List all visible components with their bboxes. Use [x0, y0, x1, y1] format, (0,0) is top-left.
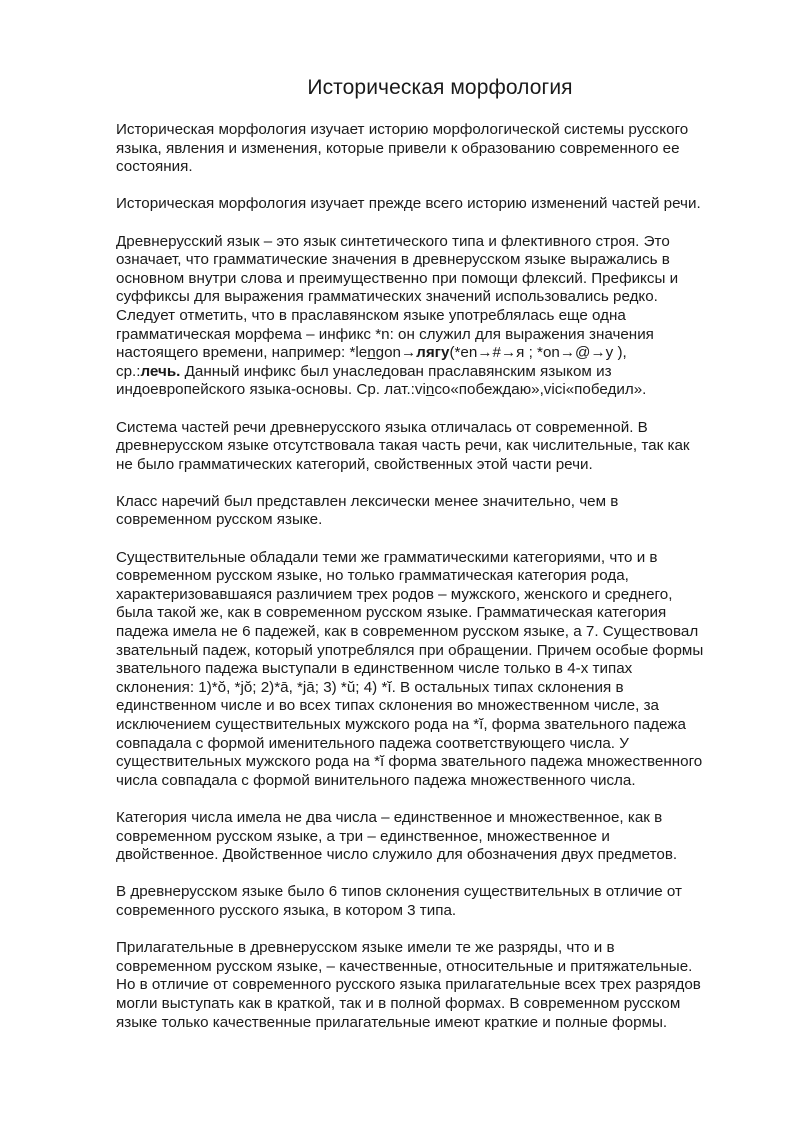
text-line: Прилагательные в древнерусском языке имели те же разряды, что и в [116, 939, 615, 957]
text-line: совпадала с формой именительного падежа соответствующего числа. У [116, 734, 629, 752]
text-line: была такой же, как в современном русском языке. Грамматическая категория [116, 604, 667, 622]
text-line: современном русском языке, но только грамматическая категория рода, [116, 567, 629, 585]
paragraph-8 [116, 883, 748, 920]
text-line: означает, что грамматические значения в древнерусском языке выражались в [116, 251, 670, 269]
text-line-rich [116, 363, 748, 382]
text-line-rich [116, 344, 748, 363]
text-line: падежа имела не 6 падежей, как в современном русском языке, а 7. Существовал [116, 623, 699, 641]
text-line: Система частей речи древнерусского языка отличалась от современной. В [116, 418, 648, 436]
document-title: Историческая морфология [307, 76, 573, 99]
text-run: Данный инфикс был унаследован праславянским языком из [180, 362, 612, 380]
text-line: Существительные обладали теми же грамматическими категориями, что и в [116, 548, 658, 566]
text-line: грамматическая морфема – инфикс *n: он служил для выражения значения [116, 325, 654, 343]
text-line: не было грамматических категорий, свойственных этой части речи. [116, 455, 593, 473]
text-line: современного русского языка, в котором 3 типа. [116, 901, 457, 919]
text-line: Класс наречий был представлен лексически менее значительно, чем в [116, 492, 619, 510]
document-body [116, 121, 748, 1051]
text-line: В древнерусском языке было 6 типов склонения существительных в отличие от [116, 883, 682, 901]
paragraph-9 [116, 939, 748, 1032]
text-line: характеризовавшаяся различием трех родов – мужского, женского и среднего, [116, 585, 673, 603]
text-run: настоящего времени, например: *le [116, 344, 368, 362]
text-line: языке только качественные прилагательные имеют краткие и полные формы. [116, 1013, 668, 1031]
paragraph-6 [116, 549, 748, 791]
text-line: двойственное. Двойственное число служило для обозначения двух предметов. [116, 846, 678, 864]
paragraph-7 [116, 809, 748, 865]
text-line: исключением существительных мужского рода на *ĭ, форма звательного падежа [116, 716, 686, 733]
infix-n: n [425, 381, 435, 399]
text-run: (*en→#→я ; *on→@→у ), [449, 344, 627, 362]
text-line: современном русском языке. [116, 511, 323, 529]
text-line: звательного падежа выступали в единственном числе только в 4-х типах [116, 660, 633, 678]
text-line: существительных мужского рода на *ĭ форма звательного падежа множественного [116, 753, 703, 771]
text-line: современном русском языке, а три – единственное, множественное и [116, 827, 610, 845]
infix-n: n [367, 344, 376, 362]
text-line: языка, явления и изменения, которые привели к образованию современного ее [116, 139, 680, 157]
paragraph-3 [116, 233, 748, 400]
text-line: основном внутри слова и преимущественно при помощи флексий. Префиксы и [116, 269, 679, 287]
text-line: единственном числе и во всех типах склонения во множественном числе, за [116, 697, 659, 715]
text-line: древнерусском языке отсутствовала такая часть речи, как числительные, так как [116, 437, 690, 455]
text-line: суффиксы для выражения грамматических значений использовались редко. [116, 288, 658, 306]
text-line-rich [116, 381, 748, 400]
example-word-bold: лягу [416, 344, 450, 362]
text-line: звательный падеж, который употреблялся при обращении. Причем особые формы [116, 641, 704, 659]
text-line: состояния. [116, 158, 193, 176]
example-word-bold: лечь. [140, 362, 181, 380]
text-line: Древнерусский язык – это язык синтетического типа и флективного строя. Это [116, 232, 670, 250]
text-line: Следует отметить, что в праславянском языке употреблялась еще одна [116, 306, 626, 324]
text-line: Историческая морфология изучает историю морфологической системы русского [116, 121, 689, 138]
paragraph-1 [116, 121, 748, 177]
text-line: склонения: 1)*ŏ, *jŏ; 2)*ā, *jā; 3) *ŭ; 4) *ĭ. В остальных типах склонения в [116, 678, 624, 696]
paragraph-4 [116, 419, 748, 475]
text-line: могли выступать как в краткой, так и в полной формах. В современном русском [116, 994, 681, 1012]
text-line: Категория числа имела не два числа – единственное и множественное, как в [116, 808, 663, 826]
text-line: Историческая морфология изучает прежде всего историю изменений частей речи. [116, 195, 701, 213]
text-run: индоевропейского языка-основы. Ср. лат.:vi [116, 381, 426, 399]
paragraph-2 [116, 195, 748, 214]
text-run: gon→ [375, 344, 417, 362]
text-line: современном русском языке, – качественные, относительные и притяжательные. [116, 957, 693, 975]
text-run: ср.: [116, 362, 141, 380]
text-line: Но в отличие от современного русского языка прилагательные всех трех разрядов [116, 976, 701, 994]
text-line: числа совпадала с формой винительного падежа множественного числа. [116, 771, 636, 789]
paragraph-5 [116, 493, 748, 530]
text-run: co«побеждаю»,vici«победил». [434, 381, 647, 399]
